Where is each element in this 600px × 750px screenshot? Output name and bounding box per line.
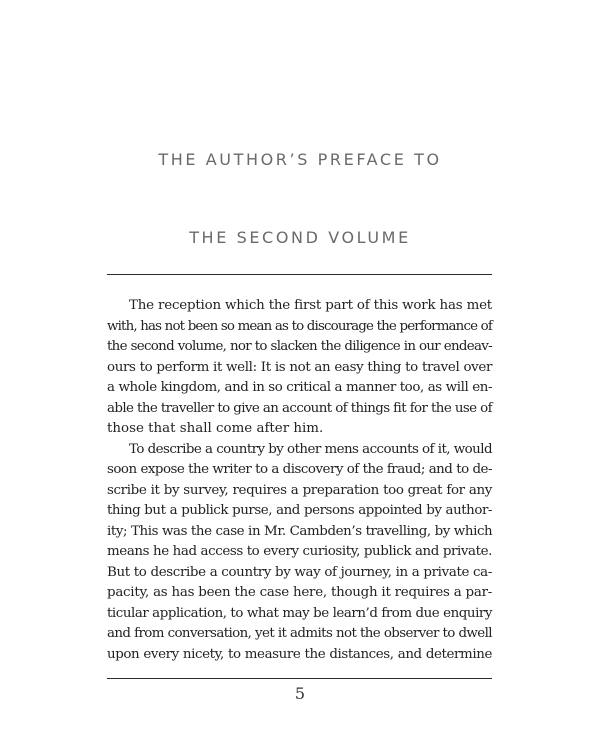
text-line: means he had access to every curiosity, publick and private. (107, 544, 492, 559)
text-line: with, has not been so mean as to discourage the performance of (107, 318, 492, 334)
page-number: 5 (294, 684, 306, 703)
text-line: The reception which the first part of this work has met (129, 298, 492, 313)
top-divider (107, 274, 492, 275)
text-line: the second volume, nor to slacken the diligence in our endeav- (107, 339, 492, 354)
text-line: ticular application, to what may be learn’d from due enquiry (107, 605, 492, 621)
body-text (107, 296, 492, 665)
chapter-heading-line-1: THE AUTHOR’S PREFACE TO (158, 150, 442, 169)
text-line: ity; This was the case in Mr. Cambden’s travelling, by which (107, 523, 493, 539)
text-line: To describe a country by other mens accounts of it, would (129, 441, 492, 457)
text-line: upon every nicety, to measure the distances, and determine (107, 646, 492, 662)
text-line: able the traveller to give an account of things fit for the use of (107, 400, 492, 416)
text-line: pacity, as has been the case here, though it requires a par- (107, 585, 492, 600)
text-line: soon expose the writer to a discovery of the fraud; and to de- (107, 462, 492, 477)
chapter-heading-line-2: THE SECOND VOLUME (189, 228, 411, 247)
text-line: thing but a publick purse, and persons appointed by author- (107, 503, 492, 518)
text-line: ours to perform it well: It is not an easy thing to travel over (107, 359, 492, 375)
text-line: But to describe a country by way of journey, in a private ca- (107, 564, 492, 580)
bottom-divider (107, 678, 492, 679)
text-line: and from conversation, yet it admits not the observer to dwell (107, 626, 492, 641)
text-line: scribe it by survey, requires a preparation too great for any (107, 482, 492, 498)
text-line: those that shall come after him. (107, 421, 324, 436)
text-line: a whole kingdom, and in so critical a manner too, as will en- (107, 380, 493, 395)
